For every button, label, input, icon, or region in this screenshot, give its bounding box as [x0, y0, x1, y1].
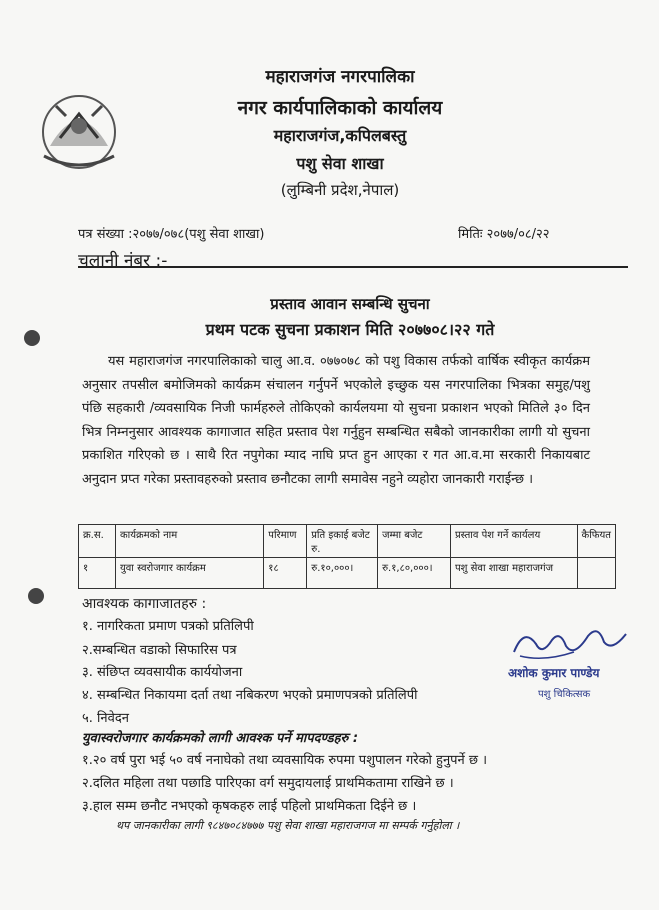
table-header-cell: प्रस्ताव पेश गर्ने कार्यलय [450, 525, 577, 558]
document-item: ५. निवेदन [82, 711, 129, 726]
document-item: २.सम्बन्धित वडाको सिफारिस पत्र [82, 643, 237, 658]
nepal-government-emblem-icon [30, 86, 128, 174]
letter-date: मितिः २०७७/०८/२२ [458, 227, 550, 242]
criteria-item: १.२० वर्ष पुरा भई ५० वर्ष ननाघेको तथा व्यवसायिक रुपमा पशुपालन गरेको हुनुपर्ने छ । [82, 753, 488, 768]
criteria-item: ३.हाल सम्म छनौट नभएको कृषकहरु लाई पहिलो प्राथमिकता दिईने छ । [82, 799, 417, 814]
table-header-row [79, 525, 616, 558]
document-item: ३. संछिप्त व्यवसायीक कार्ययोजना [82, 665, 243, 680]
municipality-name: महाराजगंज नगरपालिका [265, 67, 415, 87]
office-name: नगर कार्यपालिकाको कार्यालय [237, 97, 443, 119]
documents-heading: आवश्यक कागाजातहरु : [82, 596, 207, 612]
signature-title-stamp: पशु चिकित्सक [538, 689, 591, 700]
program-table [78, 524, 616, 589]
letter-number: पत्र संख्या :२०७७/०७८(पशु सेवा शाखा) [78, 227, 265, 242]
section-name: पशु सेवा शाखा [296, 154, 384, 173]
table-header-cell: कार्यक्रमको नाम [115, 525, 263, 558]
notice-title: प्रस्ताव आवान सम्बन्धि सुचना [270, 295, 430, 313]
document-item: ४. सम्बन्धित निकायमा दर्ता तथा नबिकरण भएको प्रमाणपत्रको प्रतिलिपी [82, 688, 418, 703]
signature-name-stamp: अशोक कुमार पाण्डेय [508, 666, 600, 680]
table-header-cell: जम्मा बजेट [378, 525, 451, 558]
criteria-heading: युवास्वरोजगार कार्यक्रमको लागी आवश्क पर्ने मापदण्डहरु : [82, 731, 359, 746]
contact-footer: थप जानकारीका लागी ९८४७०८४७७७ पशु सेवा शाखा महाराजगज मा सम्पर्क गर्नुहोला । [116, 819, 460, 832]
province-name: (लुम्बिनी प्रदेश,नेपाल) [280, 181, 400, 199]
table-cell [577, 558, 615, 589]
notice-body: यस महाराजगंज नगरपालिकाको चालु आ.व. ०७७०७८ को पशु विकास तर्फको वार्षिक स्वीकृत कार्यक्रम अनुसार तपसील बमोजिमको कार्यक्रम संचालन गर्नुपर्ने भएकोले इच्छुक यस नगरपालिका भित्रका समुह/पशु पंछि सहकारी /व्यवसायिक निजी फार्महरुले तोकिएको कार्यलयमा यो सुचना प्रकाशन भएको मितिले ३० दिन भित्र निम्ननुसार आवश्यक कागाजात सहित प्रस्ताव पेश गर्नुहुन सम्बन्धित सबैको जानकारीका लागी यो सुचना प्रकाशित गरिएको छ । साथै रित नपुगेका म्याद नाघि प्रप्त हुन आएका र गत आ.व.मा सरकारी निकायबाट अनुदान प्रप्त गरेका प्रस्तावहरुको प्रस्ताव छनौटका लागी समावेस नहुने व्यहोरा जानकारी गराईन्छ । [82, 354, 590, 487]
table-cell: १८ [264, 558, 307, 589]
document-item: १. नागरिकता प्रमाण पत्रको प्रतिलिपी [82, 619, 254, 634]
table-header-cell: प्रति इकाई बजेट रु. [307, 525, 378, 558]
dispatch-number: चलानी नंबर :- [78, 251, 168, 271]
table-cell: रु.१०,०००। [307, 558, 378, 589]
table-header-cell: परिमाण [264, 525, 307, 558]
table-cell: रु.१,८०,०००। [378, 558, 451, 589]
punch-hole [28, 588, 44, 604]
punch-hole [24, 330, 40, 346]
criteria-item: २.दलित महिला तथा पछाडि पारिएका वर्ग समुदायलाई प्राथमिकतामा राखिने छ । [82, 776, 454, 791]
notice-subtitle: प्रथम पटक सुचना प्रकाशन मिति २०७७०८।२२ गते [205, 320, 495, 339]
table-cell: पशु सेवा शाखा महाराजगंज [450, 558, 577, 589]
table-header-cell: क्र.स. [79, 525, 116, 558]
office-location: महाराजगंज,कपिलबस्तु [273, 126, 407, 145]
table-header-cell: कैफियत [577, 525, 615, 558]
table-row [79, 558, 616, 589]
table-cell: १ [79, 558, 116, 589]
table-cell: युवा स्वरोजगार कार्यक्रम [115, 558, 263, 589]
divider [78, 266, 628, 268]
